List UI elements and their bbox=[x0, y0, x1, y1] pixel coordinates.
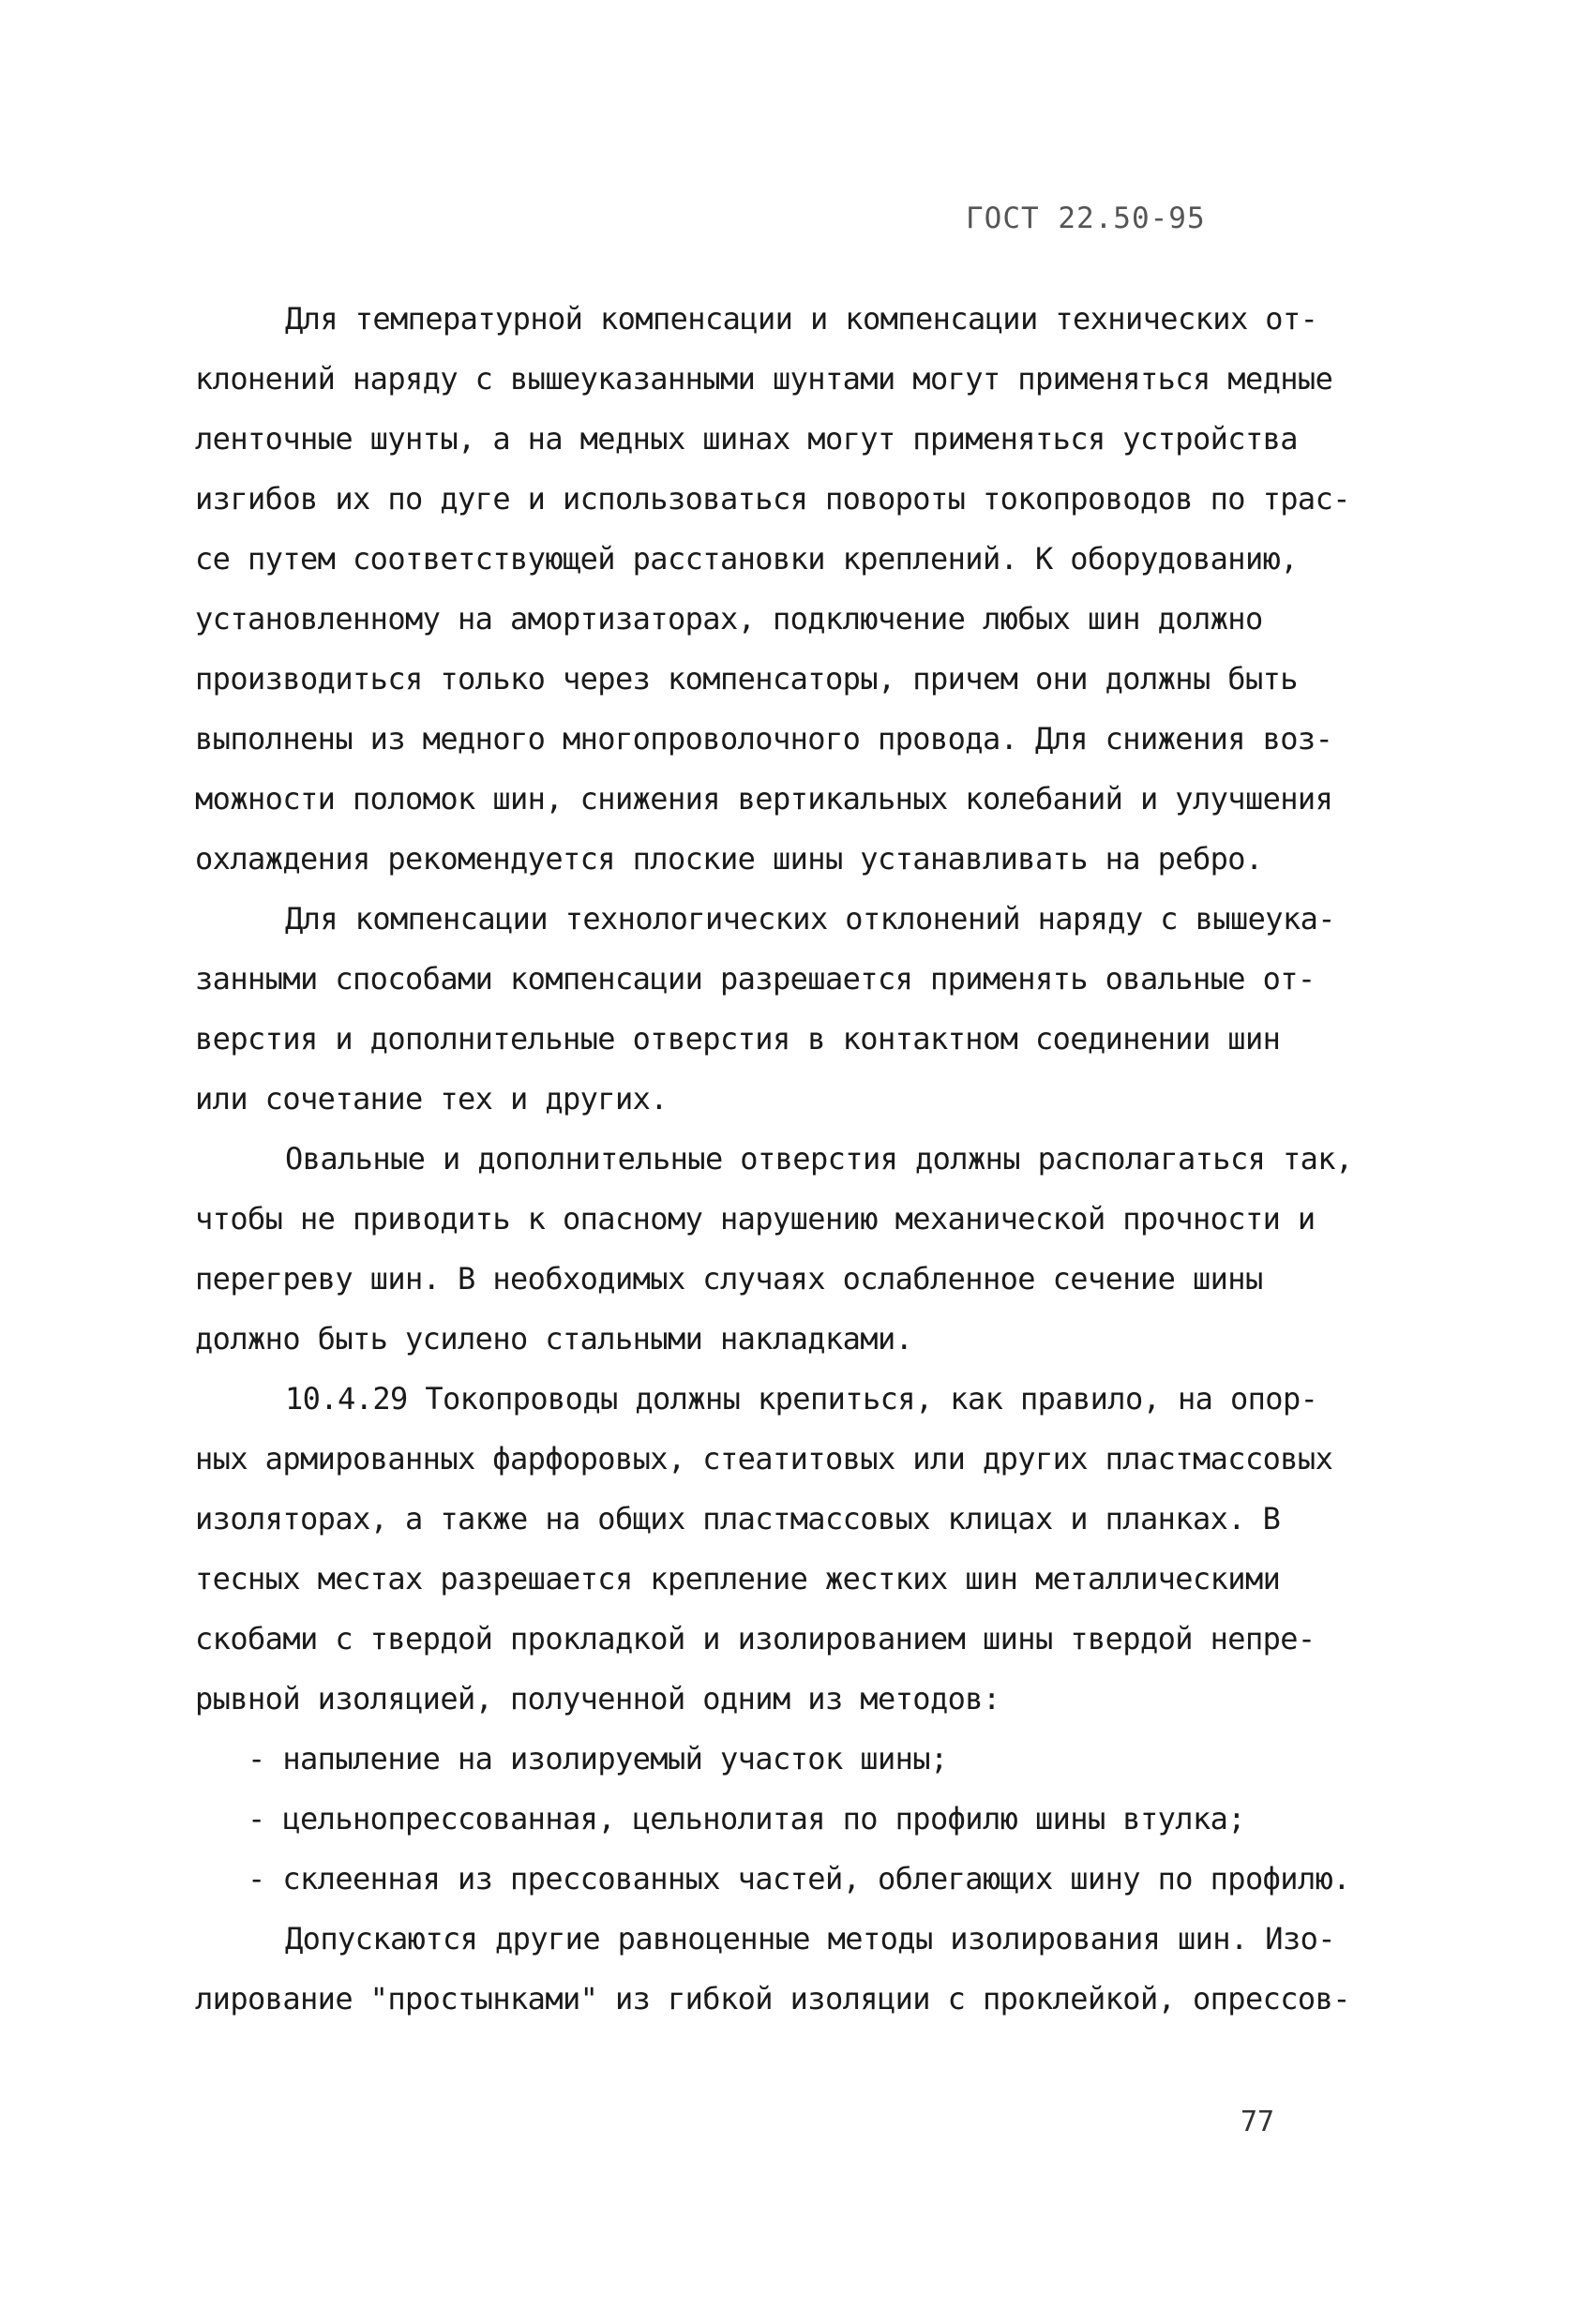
paragraph-line: Для температурной компенсации и компенсации технических от- bbox=[285, 301, 1318, 337]
list-item: - склеенная из прессованных частей, облегающих шину по профилю. bbox=[248, 1861, 1350, 1897]
paragraph-line: верстия и дополнительные отверстия в контактном соединении шин bbox=[195, 1021, 1281, 1057]
paragraph-line: установленному на амортизаторах, подключение любых шин должно bbox=[195, 601, 1263, 637]
paragraph-line: перегреву шин. В необходимых случаях ослабленное сечение шины bbox=[195, 1261, 1263, 1297]
paragraph-line: Допускаются другие равноценные методы изолирования шин. Изо- bbox=[285, 1921, 1335, 1957]
paragraph-line: охлаждения рекомендуется плоские шины устанавливать на ребро. bbox=[195, 841, 1263, 877]
body-text bbox=[195, 289, 1410, 2029]
paragraph-line: тесных местах разрешается крепление жестких шин металлическими bbox=[195, 1561, 1281, 1597]
paragraph-line: Для компенсации технологических отклонений наряду с вышеука- bbox=[285, 901, 1335, 937]
paragraph-line: можности поломок шин, снижения вертикальных колебаний и улучшения bbox=[195, 781, 1333, 817]
paragraph-line: ленточные шунты, а на медных шинах могут применяться устройства bbox=[195, 421, 1298, 457]
paragraph-line: клонений наряду с вышеуказанными шунтами могут применяться медные bbox=[195, 361, 1333, 397]
list-item: - напыление на изолируемый участок шины; bbox=[248, 1741, 948, 1777]
paragraph-line: занными способами компенсации разрешается применять овальные от- bbox=[195, 961, 1316, 997]
document-code: ГОСТ 22.50-95 bbox=[966, 202, 1206, 235]
paragraph-line: производиться только через компенсаторы, причем они должны быть bbox=[195, 661, 1298, 697]
paragraph-line: изоляторах, а также на общих пластмассовых клицах и планках. В bbox=[195, 1501, 1281, 1537]
paragraph-line: изгибов их по дуге и использоваться повороты токопроводов по трас- bbox=[195, 481, 1350, 517]
paragraph-line: Овальные и дополнительные отверстия должны располагаться так, bbox=[285, 1141, 1353, 1177]
paragraph-line: 10.4.29 Токопроводы должны крепиться, как правило, на опор- bbox=[285, 1381, 1318, 1417]
paragraph-line: скобами с твердой прокладкой и изолированием шины твердой непре- bbox=[195, 1621, 1316, 1657]
paragraph-line: должно быть усилено стальными накладками. bbox=[195, 1321, 913, 1357]
paragraph-line: ных армированных фарфоровых, стеатитовых или других пластмассовых bbox=[195, 1441, 1333, 1477]
paragraph-line: се путем соответствующей расстановки креплений. К оборудованию, bbox=[195, 541, 1298, 577]
paragraph-line: выполнены из медного многопроволочного провода. Для снижения воз- bbox=[195, 721, 1333, 757]
paragraph-line: рывной изоляцией, полученной одним из методов: bbox=[195, 1681, 1000, 1717]
paragraph-line: или сочетание тех и других. bbox=[195, 1081, 668, 1117]
paragraph-line: чтобы не приводить к опасному нарушению механической прочности и bbox=[195, 1201, 1316, 1237]
list-item: - цельнопрессованная, цельнолитая по профилю шины втулка; bbox=[248, 1801, 1245, 1837]
page-number: 77 bbox=[1241, 2106, 1275, 2138]
paragraph-line: лирование "простынками" из гибкой изоляции с проклейкой, опрессов- bbox=[195, 1981, 1350, 2017]
